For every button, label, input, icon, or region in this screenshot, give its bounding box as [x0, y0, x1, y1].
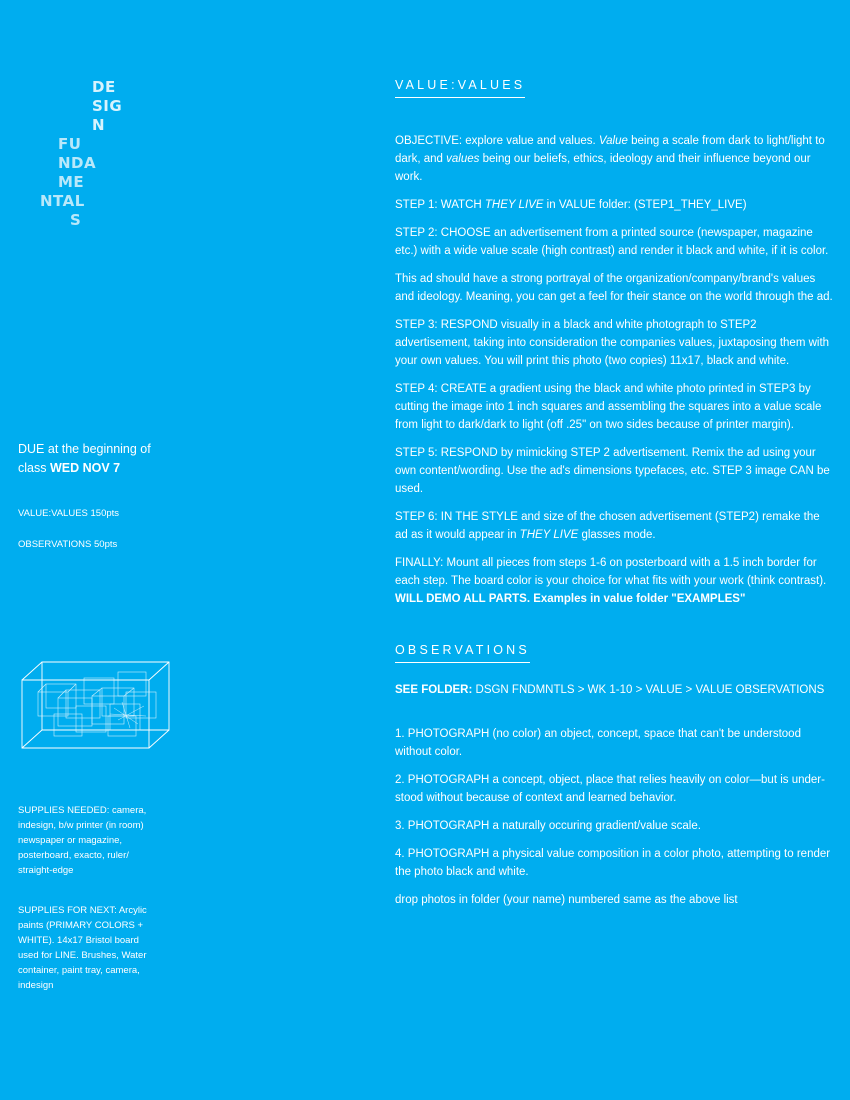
observation-item: 1. PHOTOGRAPH (no color) an object, concept, space that can't be understood without color. — [395, 728, 801, 758]
objective-text-3: being our beliefs, ethics, ideology and their influence beyond our work. — [395, 153, 811, 183]
logo-line: NDA — [58, 154, 97, 172]
step6-text-b: glasses mode. — [578, 529, 656, 541]
see-folder-line — [395, 681, 835, 699]
finally-bold: WILL DEMO ALL PARTS. Examples in value folder "EXAMPLES" — [395, 593, 746, 605]
design-fundamentals-logo — [30, 78, 122, 230]
logo-line: S — [70, 211, 82, 229]
observations-section-title: OBSERVATIONS — [395, 641, 530, 663]
logo-line: ME — [58, 173, 85, 191]
drop-note: drop photos in folder (your name) numbered same as the above list — [395, 894, 738, 906]
objective — [395, 132, 835, 186]
observation-item: 4. PHOTOGRAPH a physical value composition in a color photo, attempting to render the photo black and white. — [395, 848, 831, 878]
value-section-title: VALUE:VALUES — [395, 76, 525, 98]
see-folder-path: DSGN FNDMNTLS > WK 1-10 > VALUE > VALUE OBSERVATIONS — [472, 684, 825, 696]
due-prefix: DUE at the beginning of — [18, 442, 151, 456]
step-6 — [395, 508, 835, 544]
step1-text-b: in VALUE folder: (STEP1_THEY_LIVE) — [543, 199, 747, 211]
logo-line: SIG — [92, 97, 123, 115]
points-observations: OBSERVATIONS 50pts — [18, 539, 118, 550]
due-date: WED NOV 7 — [49, 461, 121, 475]
step6-text-a: STEP 6: IN THE STYLE and size of the chosen advertisement (STEP2) remake the ad as it would appear in — [395, 511, 820, 541]
supplies-needed: SUPPLIES NEEDED: camera, indesign, b/w printer (in room) newspaper or magazine, posterboard, exacto, ruler/ straight-edge — [18, 805, 147, 876]
objective-value-word: Value — [598, 135, 628, 147]
step-2-note: This ad should have a strong portrayal of the organization/company/brand's values and ideology. Meaning, you can get a feel for their stance on the world through the ad. — [395, 273, 833, 303]
wireframe-cube-illustration — [18, 658, 172, 750]
step6-italic: THEY LIVE — [519, 529, 579, 541]
step-3: STEP 3: RESPOND visually in a black and white photograph to STEP2 advertisement, taking into consideration the companies values, juxtaposing them with your own values. You will print this photo (two copies) 11x17, black and white. — [395, 319, 830, 367]
logo-line: FU — [58, 135, 82, 153]
step1-italic: THEY LIVE — [484, 199, 544, 211]
step-1 — [395, 196, 835, 214]
objective-values-word: values — [446, 153, 480, 165]
objective-text-1: OBJECTIVE: explore value and values. — [395, 135, 599, 147]
step-2: STEP 2: CHOOSE an advertisement from a printed source (newspaper, magazine etc.) with a wide value scale (high contrast) and render it black and white, if it is color. — [395, 227, 829, 257]
observation-item: 2. PHOTOGRAPH a concept, object, place that relies heavily on color—but is under-stood without because of context and learned behavior. — [395, 774, 825, 804]
finally-text: FINALLY: Mount all pieces from steps 1-6 on posterboard with a 1.5 inch border for each step. The board color is your choice for what fits with your work (think contrast). — [395, 557, 827, 587]
logo-line: N — [92, 116, 106, 134]
step1-text-a: STEP 1: WATCH — [395, 199, 485, 211]
logo-line: DE — [92, 78, 116, 96]
due-date-block — [18, 440, 178, 478]
objective-text-2: being a scale from dark to light/light to dark, and — [395, 135, 825, 165]
observation-item: 3. PHOTOGRAPH a naturally occuring gradient/value scale. — [395, 820, 701, 832]
due-line — [18, 459, 178, 478]
points-value: VALUE:VALUES 150pts — [18, 508, 120, 519]
supplies-for-next: SUPPLIES FOR NEXT: Arcylic paints (PRIMARY COLORS + WHITE). 14x17 Bristol board used for LINE. Brushes, Water container, paint tray, camera, indesign — [18, 905, 147, 991]
step-5: STEP 5: RESPOND by mimicking STEP 2 advertisement. Remix the ad using your own content/wording. Use the ad's dimensions typefaces, etc. STEP 3 image CAN be used. — [395, 447, 830, 495]
points-list — [18, 508, 178, 570]
step-4: STEP 4: CREATE a gradient using the black and white photo printed in STEP3 by cutting the image into 1 inch squares and assembling the squares into a value scale from light to dark/dark to light (off .25" on two sides because of printer margin). — [395, 383, 822, 431]
finally — [395, 554, 835, 608]
logo-line: NTAL — [40, 192, 85, 210]
see-folder-label: SEE FOLDER: — [395, 684, 473, 696]
due-class: class — [18, 461, 50, 475]
main-content — [395, 76, 835, 919]
